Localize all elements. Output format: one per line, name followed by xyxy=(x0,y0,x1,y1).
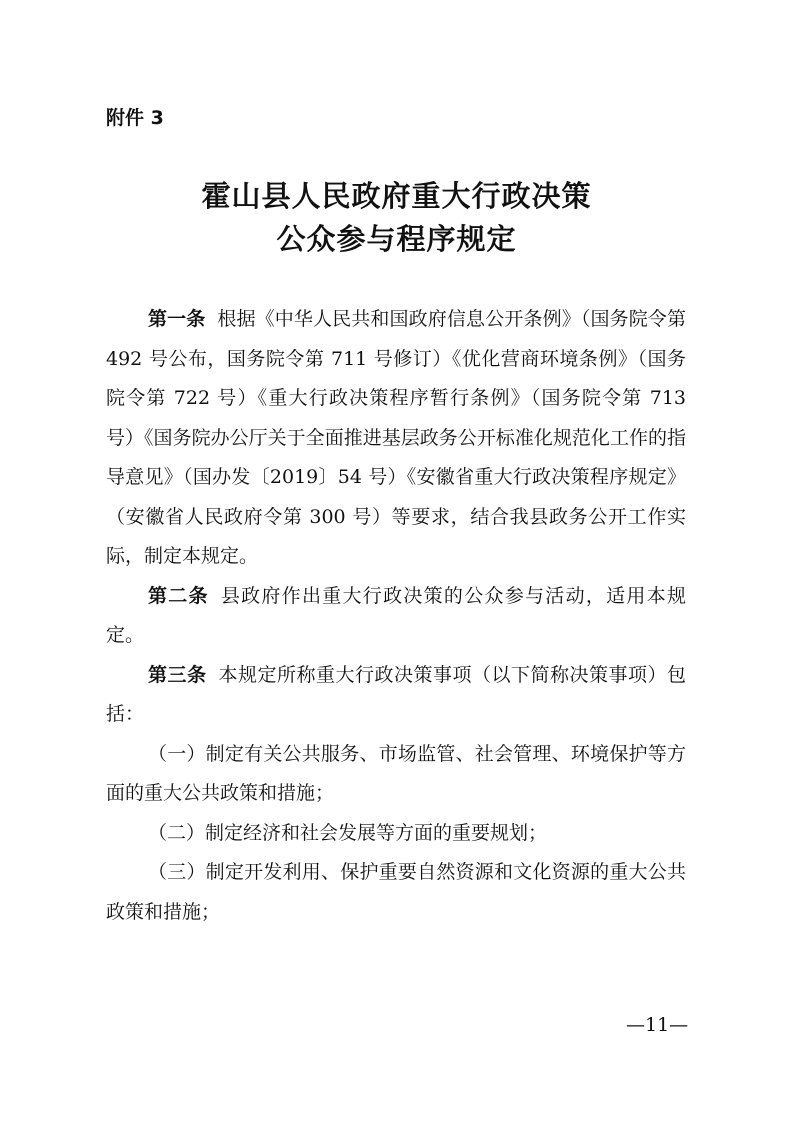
article-1-heading: 第一条 xyxy=(148,308,206,330)
document-title-line-2: 公众参与程序规定 xyxy=(276,222,517,256)
article-2-heading: 第二条 xyxy=(148,584,209,607)
article-3-text: 本规定所称重大行政决策事项（以下简称决策事项）包括： xyxy=(106,663,686,725)
article-2-text: 县政府作出重大行政决策的公众参与活动，适用本规定。 xyxy=(106,584,686,646)
article-1-text: 根据《中华人民共和国政府信息公开条例》（国务院令第 492 号公布，国务院令第 711 号修订）《优化营商环境条例》（国务院令第 722 号）《重大行政决策程序暂行条例》（国务院令第 713 号）《国务院办公厅关于全面推进基层政务公开标准化规范化工作的指导意见》（国办发〔2019〕54 号）《安徽省重大行政决策程序规定》（安徽省人民政府令第 300 号）等要求，结合我县政务公开工作实际，制定本规定。 xyxy=(106,308,686,567)
document-title-line-1: 霍山县人民政府重大行政决策 xyxy=(201,179,592,213)
document-body xyxy=(106,300,686,932)
list-item-1: （一）制定有关公共服务、市场监管、社会管理、环境保护等方面的重大公共政策和措施； xyxy=(106,742,686,804)
article-3 xyxy=(106,656,686,735)
attachment-label: 附件 3 xyxy=(106,107,164,129)
list-item-2: （二）制定经济和社会发展等方面的重要规划； xyxy=(148,821,548,844)
article-2 xyxy=(106,577,686,656)
article-1 xyxy=(106,300,686,577)
article-3-heading: 第三条 xyxy=(148,663,207,686)
page-number: —11— xyxy=(626,1014,689,1036)
list-item-3: （三）制定开发利用、保护重要自然资源和文化资源的重大公共政策和措施； xyxy=(106,861,686,923)
